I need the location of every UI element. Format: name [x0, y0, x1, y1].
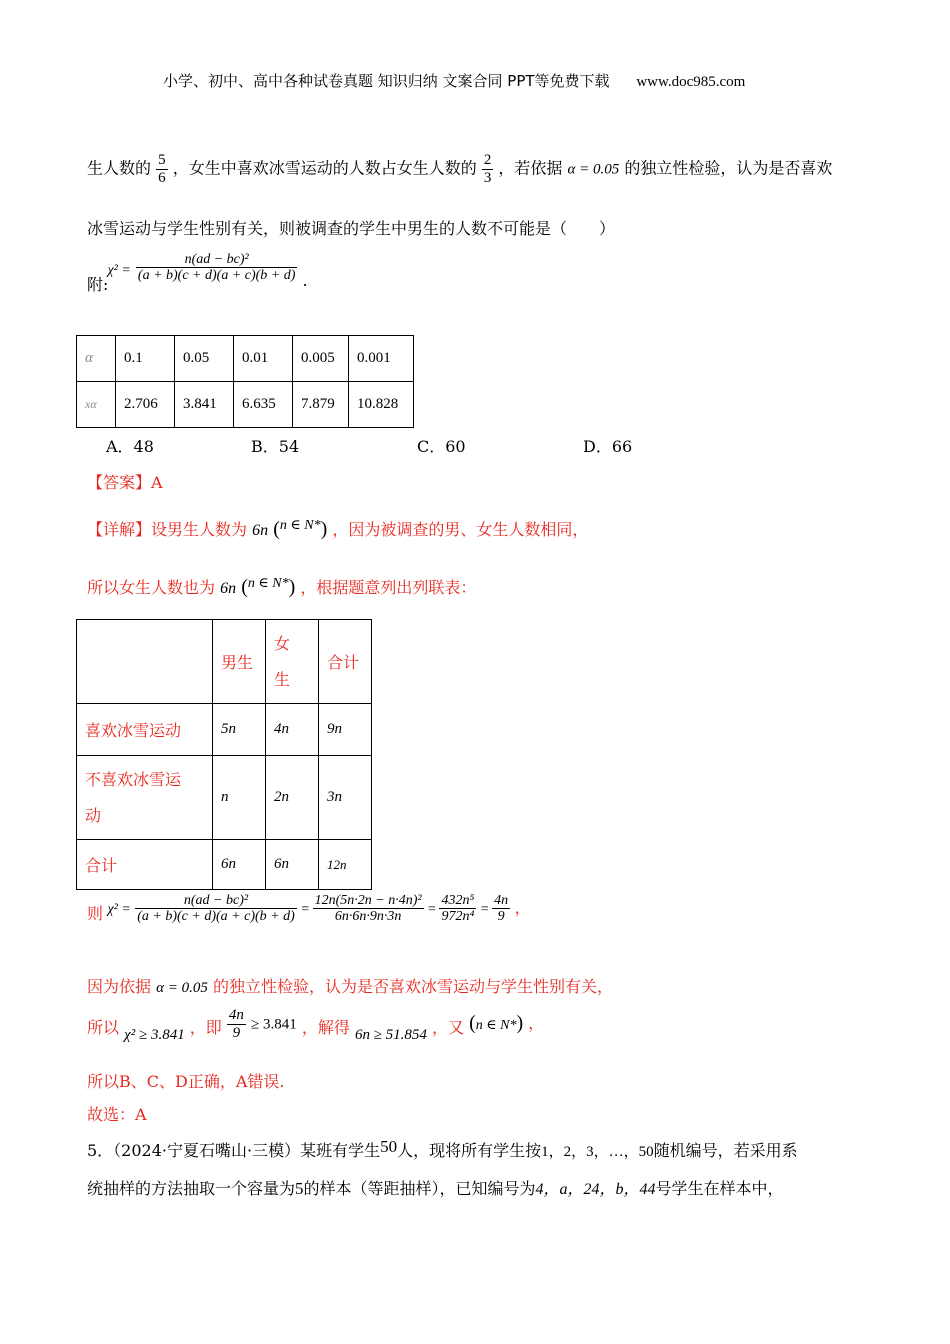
option-b[interactable]: B．54 — [251, 437, 300, 456]
detail-tag: 【详解】 — [87, 520, 152, 539]
appendix-formula: 附: χ² = $\frac{\text{n(ad − bc)²}}{(a + b)(c + d)(a + c)(b + d)}$ . — [87, 252, 308, 295]
alpha-row: α 0.1 0.05 0.01 0.005 0.001 — [77, 336, 414, 382]
question-line-2: 冰雪运动与学生性别有关，则被调查的学生中男生的人数不可能是（ ） — [87, 219, 616, 238]
header-url: www.doc985.com — [636, 74, 746, 90]
question-text-b: ，女生中喜欢冰雪运动的人数占女生人数的 — [172, 158, 477, 178]
question-text-d: 的独立性检验，认为是否喜欢 — [624, 158, 833, 178]
next-question-line-1: 5．（2024·宁夏石嘴山·三模）某班有学生50人，现将所有学生按1，2，3，…，50随机编号，若采用系 — [87, 1137, 798, 1160]
fraction-2-3: $\frac{2}{3}$ — [483, 152, 492, 186]
contingency-row-like: 喜欢冰雪运动 5n 4n 9n — [77, 704, 372, 756]
option-d[interactable]: D．66 — [583, 437, 633, 456]
question-text-c: ，若依据 — [498, 158, 563, 178]
answer: 【答案】A — [87, 473, 163, 492]
header-text: 小学、初中、高中各种试卷真题 知识归纳 文案合同 PPT等免费下载 — [163, 72, 610, 90]
reason-line-2: 所以 χ² ≥ 3.841 ，即 $\frac{4n}{9}$ ≥ 3.841 ，解得 6n ≥ 51.854 ，又 (n ∈ N*) ， — [87, 1007, 545, 1043]
alpha-expression: α = 0.05 — [567, 161, 620, 178]
contingency-header-row — [77, 620, 372, 704]
fraction-5-6: $\frac{5}{6}$ — [158, 152, 166, 186]
detail-line-1: 【详解】设男生人数为 6n (n ∈ N*) ，因为被调查的男、女生人数相同， — [87, 518, 589, 540]
chi-square-formula: $\frac{\text{n(ad − bc)²}}{(a + b)(c + d)(a + c)(b + d)}$ — [137, 252, 296, 284]
n-in-naturals: n ∈ N* — [279, 518, 321, 533]
reason-line-3: 所以B、C、D正确，A错误. — [87, 1072, 285, 1091]
expr-6n: 6n — [252, 522, 269, 539]
question-line-1 — [87, 152, 832, 186]
chi-square-calculation: 则 χ² = $\frac{\text{n(ad − bc)²}}{(a + b)(c + d)(a + c)(b + d)}$ = $\frac{\text{12n(5n·2n − n·4n)²}}{6n\cdot 6n\cdot 9n\cdot 3n}$ = $\frac{\text{432n⁵}}{\text{972n⁴}}$ = $\frac{4n}{9}$ ， — [87, 893, 531, 925]
question-text-a: 生人数的 — [87, 158, 152, 178]
contingency-table — [76, 619, 372, 890]
chi-square-symbol: χ² = — [107, 263, 131, 279]
critical-value-table — [76, 335, 414, 428]
contingency-row-dislike: 不喜欢冰雪运 动 n 2n 3n — [77, 756, 372, 840]
appendix-label: 附: — [87, 275, 109, 295]
contingency-row-total: 合计 6n 6n 12n — [77, 840, 372, 890]
option-c[interactable]: C．60 — [417, 437, 466, 456]
page-header — [163, 70, 745, 91]
alpha-label: α — [77, 336, 116, 382]
critical-value-row: xα 2.706 3.841 6.635 7.879 10.828 — [77, 382, 414, 428]
option-a[interactable]: A．48 — [106, 437, 154, 456]
header-total: 合计 — [319, 620, 372, 704]
reason-line-1: 因为依据 α = 0.05 的独立性检验，认为是否喜欢冰雪运动与学生性别有关， — [87, 977, 613, 996]
header-female: 女 生 — [266, 620, 319, 704]
final-choice: 故选：A — [87, 1105, 147, 1124]
x-alpha-label: xα — [77, 382, 116, 428]
detail-line-2: 所以女生人数也为 6n (n ∈ N*) ，根据题意列出列联表： — [87, 576, 477, 598]
next-question-line-2: 统抽样的方法抽取一个容量为5的样本（等距抽样），已知编号为4，a，24，b，44号学生在样本中， — [87, 1179, 784, 1198]
header-male: 男生 — [213, 620, 266, 704]
